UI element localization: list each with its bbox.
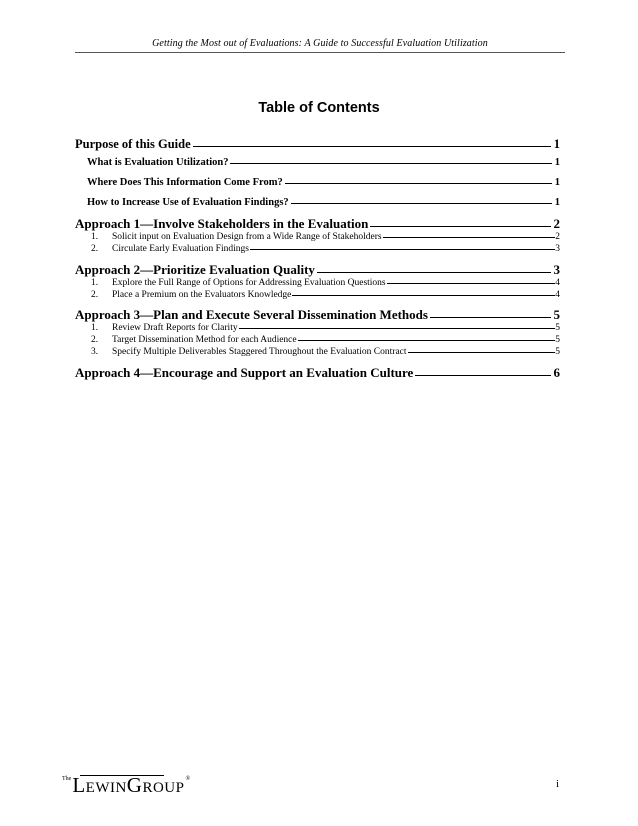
toc-entry-what-is-utilization[interactable] — [75, 157, 560, 168]
dot-leader — [291, 203, 552, 204]
dot-leader — [298, 340, 556, 341]
toc-entry-page: 1 — [553, 137, 560, 151]
toc-entry-page: 1 — [554, 157, 560, 168]
toc-entry-text: Place a Premium on the Evaluators Knowledge — [112, 290, 292, 300]
dot-leader — [292, 295, 555, 296]
dot-leader — [317, 272, 551, 273]
toc-entry-text: Review Draft Reports for Clarity — [112, 323, 238, 333]
toc-entry-purpose[interactable] — [75, 137, 560, 152]
toc-entry-number: 3. — [91, 347, 99, 357]
toc-entry-page: 5 — [553, 307, 560, 322]
toc-entry-text: Purpose of this Guide — [75, 137, 191, 151]
toc-entry-information-source[interactable] — [75, 177, 560, 188]
toc-entry-number: 2. — [91, 335, 99, 345]
logo-wordmark: LewinGroup — [72, 773, 185, 797]
toc-entry-number: 1. — [91, 323, 99, 333]
toc-entry-text: Target Dissemination Method for each Audience — [112, 335, 297, 345]
toc-entry-page: 1 — [554, 197, 560, 208]
toc-entry-page: 5 — [555, 335, 560, 345]
toc-entry-page: 3 — [555, 244, 560, 254]
running-header: Getting the Most out of Evaluations: A Guide to Successful Evaluation Utilization — [152, 38, 488, 49]
dot-leader — [387, 283, 556, 284]
toc-entry-page: 1 — [554, 177, 560, 188]
toc-entry-page: 2 — [555, 232, 560, 242]
toc-entry-text: How to Increase Use of Evaluation Findings? — [87, 197, 289, 208]
toc-entry-page: 5 — [555, 347, 560, 357]
logo-prefix: The — [62, 776, 72, 782]
toc-entry-text: Approach 4—Encourage and Support an Evaluation Culture — [75, 365, 414, 380]
toc-entry-approach-3-item-2[interactable] — [75, 335, 560, 345]
toc-entry-page: 6 — [553, 365, 560, 380]
toc-entry-increase-use[interactable] — [75, 197, 560, 208]
dot-leader — [193, 146, 551, 147]
toc-entry-page: 3 — [553, 262, 560, 277]
toc-entry-number: 1. — [91, 278, 99, 288]
dot-leader — [370, 226, 550, 227]
dot-leader — [250, 249, 555, 250]
toc-entry-approach-3-item-3[interactable] — [75, 347, 560, 357]
toc-entry-text: Approach 1—Involve Stakeholders in the Evaluation — [75, 216, 369, 231]
toc-entry-approach-4[interactable] — [75, 365, 560, 381]
toc-entry-number: 1. — [91, 232, 99, 242]
toc-entry-text: Approach 2—Prioritize Evaluation Quality — [75, 262, 315, 277]
toc-entry-page: 2 — [553, 216, 560, 231]
header-rule — [75, 52, 565, 53]
toc-entry-page: 4 — [555, 290, 560, 300]
logo-rule — [80, 775, 164, 776]
dot-leader — [408, 352, 556, 353]
toc-entry-approach-3-item-1[interactable] — [75, 323, 560, 333]
toc-entry-number: 2. — [91, 290, 99, 300]
toc-entry-approach-3[interactable] — [75, 307, 560, 323]
toc-entry-approach-1[interactable] — [75, 216, 560, 232]
toc-entry-text: Approach 3—Plan and Execute Several Dissemination Methods — [75, 307, 428, 322]
dot-leader — [230, 163, 551, 164]
dot-leader — [285, 183, 552, 184]
toc-entry-text: Explore the Full Range of Options for Addressing Evaluation Questions — [112, 278, 386, 288]
toc-entry-approach-2-item-1[interactable] — [75, 278, 560, 288]
dot-leader — [430, 317, 551, 318]
toc-title: Table of Contents — [258, 100, 380, 116]
toc-entry-page: 5 — [555, 323, 560, 333]
toc-entry-text: Specify Multiple Deliverables Staggered Throughout the Evaluation Contract — [112, 347, 407, 357]
toc-entry-page: 4 — [555, 278, 560, 288]
registered-mark: ® — [185, 776, 191, 782]
toc-entry-approach-2[interactable] — [75, 262, 560, 278]
toc-entry-number: 2. — [91, 244, 99, 254]
dot-leader — [415, 375, 550, 376]
dot-leader — [383, 237, 556, 238]
toc-entry-text: Solicit input on Evaluation Design from a Wide Range of Stakeholders — [112, 232, 382, 242]
toc-entry-text: Where Does This Information Come From? — [87, 177, 283, 188]
page-number: i — [556, 778, 560, 790]
toc-entry-approach-1-item-2[interactable] — [75, 244, 560, 254]
toc-entry-approach-1-item-1[interactable] — [75, 232, 560, 242]
toc-entry-approach-2-item-2[interactable] — [75, 290, 560, 300]
toc-entry-text: Circulate Early Evaluation Findings — [112, 244, 249, 254]
toc-entry-text: What is Evaluation Utilization? — [87, 157, 229, 168]
dot-leader — [239, 328, 556, 329]
